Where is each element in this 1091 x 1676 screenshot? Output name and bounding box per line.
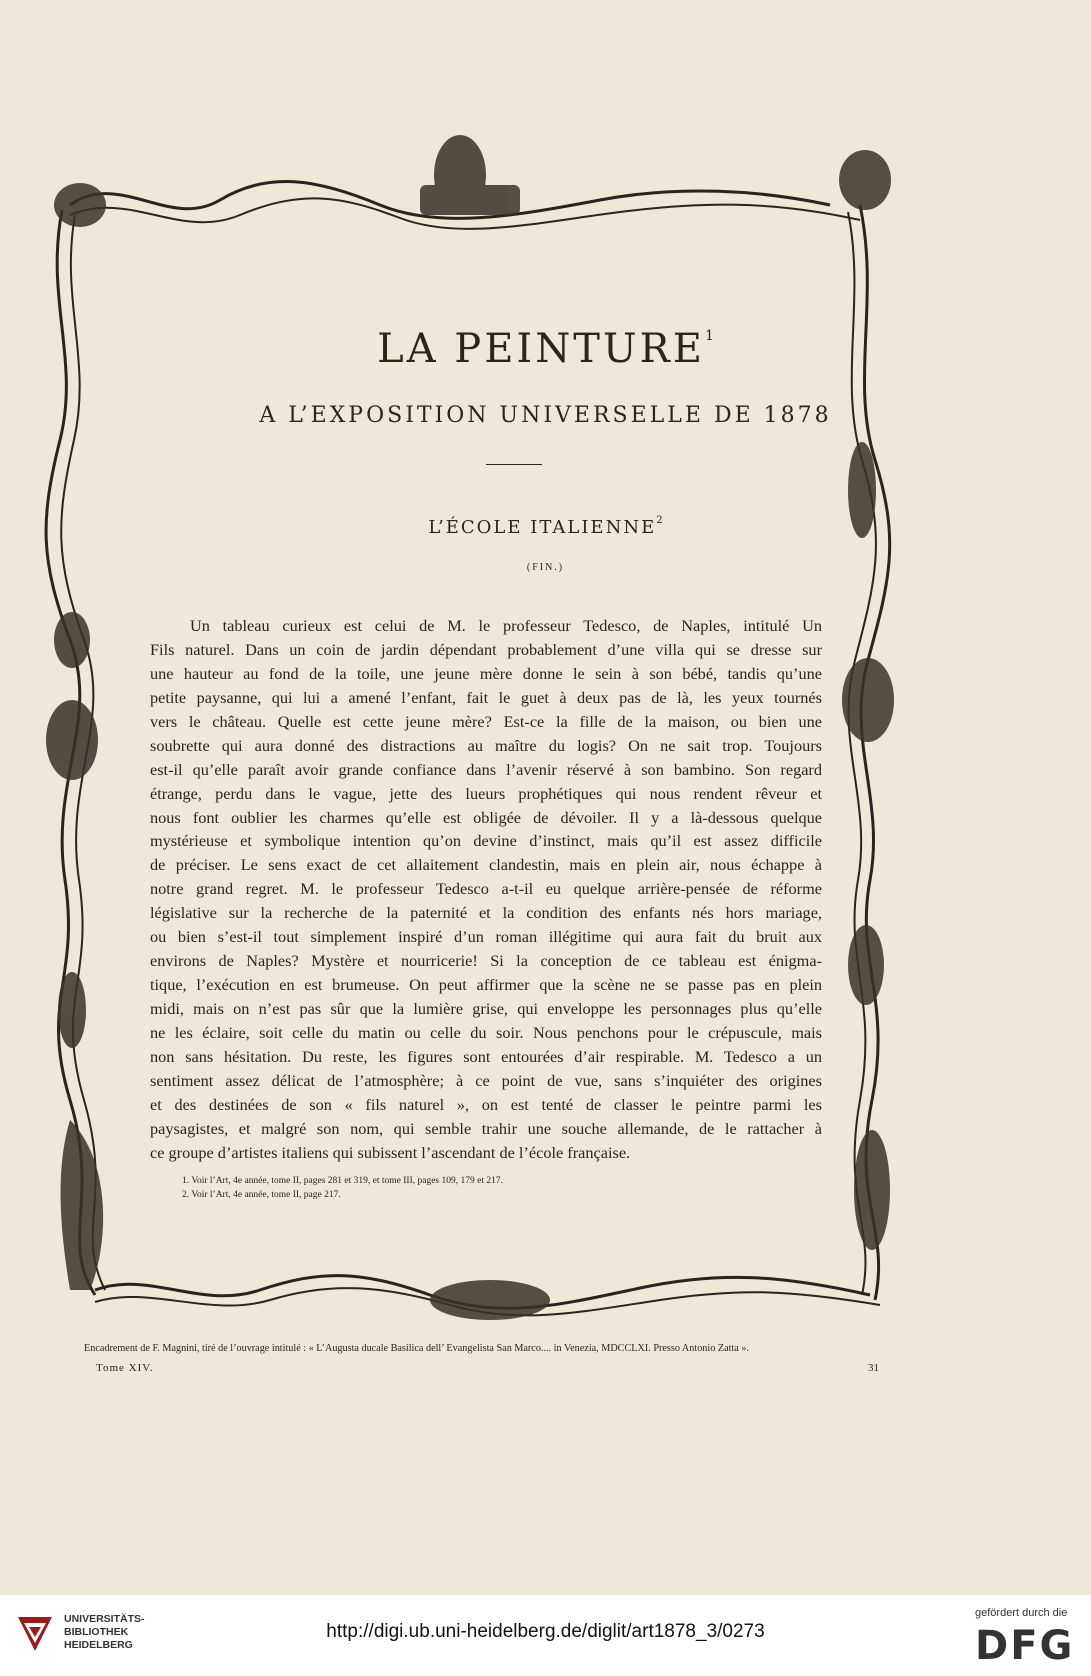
body-line: une hauteur au fond de la toile, une jeune mère donne le sein à son bébé, tandis qu’une — [150, 663, 822, 683]
body-line: mystérieuse et symbolique intention qu’on devine d’instinct, mais qu’il est assez difficile — [150, 831, 822, 851]
section-heading: L’ÉCOLE ITALIENNE$^2$ — [428, 515, 663, 538]
body-line: vers le château. Quelle est cette jeune mère? Est-ce la fille de la maison, ou bien une — [150, 711, 822, 731]
section-fin-label: (FIN.) — [526, 562, 565, 573]
article-body — [150, 614, 822, 1165]
title-footnote-mark: 1 — [704, 328, 714, 344]
body-line: de préciser. Le sens exact de cet allaitement clandestin, mais en plein air, nous échappe à — [150, 855, 822, 875]
body-line: notre grand regret. M. le professeur Tedesco a-t-il eu quelque arrière-pensée de réforme — [150, 879, 822, 899]
body-line: midi, mais on n’est pas sûr que la lumière grise, qui enveloppe les personnages plus qu’elle — [150, 999, 822, 1018]
library-name[interactable]: UNIVERSITÄTS- BIBLIOTHEK HEIDELBERG — [64, 1613, 145, 1651]
footnote: 1. Voir l’Art, 4e année, tome II, pages 281 et 319, et tome III, pages 109, 179 et 217. — [182, 1176, 503, 1186]
footnote: 2. Voir l’Art, 4e année, tome II, page 217. — [182, 1190, 341, 1200]
page-subtitle: A L’EXPOSITION UNIVERSELLE DE 1878 — [259, 403, 832, 428]
body-line: ne les éclaire, soit celle du matin ou celle du soir. Nous penchons pour le crépuscule, mais — [150, 1022, 822, 1042]
body-line: non sans hésitation. Du reste, les figures sont entourées d’air respirable. M. Tedesco a un — [150, 1046, 822, 1066]
body-line: ou bien s’est-il tout simplement inspiré d’un roman illégitime qui aura fait du bruit aux — [150, 927, 822, 947]
body-line: Fils naturel. Dans un coin de jardin dépendant probablement d’une villa qui se dresse sur — [150, 639, 822, 659]
body-line: nous font oublier les charmes qu’elle est obligée de dévoiler. Il y a là-dessous quelque — [150, 807, 822, 827]
body-line: est-il qu’elle paraît avoir grande confiance dans l’avenir réservé à son bambino. Son regard — [150, 759, 822, 779]
page-title: LA PEINTURE$^1$ — [377, 326, 714, 372]
body-line: et des destinées de son « fils naturel », on est tenté de classer le peintre parmi les — [150, 1094, 822, 1114]
footnotes — [182, 1174, 782, 1202]
section-footnote-mark: 2 — [656, 515, 663, 526]
body-line: environs de Naples? Mystère et nourricerie! Si la conception de ce tableau est énigma- — [150, 951, 822, 971]
body-line: petite paysanne, qui lui a amené l’enfant, fait le guet à deux pas de là, les yeux tournés — [150, 687, 822, 707]
permalink-url[interactable]: http://digi.ub.uni-heidelberg.de/diglit/art1878_3/0273 — [326, 1621, 765, 1642]
body-line: soubrette qui aura donné des distractions au maître du logis? On ne sait trop. Toujours — [150, 735, 822, 755]
volume-label: Tome XIV. — [96, 1362, 154, 1374]
body-line: Un tableau curieux est celui de M. le professeur Tedesco, de Naples, intitulé Un — [190, 616, 822, 635]
frame-credit: Encadrement de F. Magnini, tiré de l’ouvrage intitulé : « L’Augusta ducale Basilica dell’ Evangelista San Marco.... in Venezia, MDCCLXI. Presso Antonio Zatta ». — [84, 1343, 749, 1354]
viewer-footer — [0, 1595, 1091, 1676]
page-number: 31 — [868, 1362, 879, 1374]
dfg-logo[interactable]: DFG — [975, 1623, 1075, 1669]
body-line: législative sur la recherche de la paternité et la condition des enfants nés hors mariage, — [150, 903, 822, 923]
body-line: paysagistes, et malgré son nom, qui semble trahir une souche allemande, de le rattacher à — [150, 1118, 822, 1138]
body-line: étrange, perdu dans le vague, jette des lueurs prophétiques qui nous rendent rêveur et — [150, 783, 822, 803]
title-divider — [486, 464, 542, 465]
body-line: tique, l’exécution en est brumeuse. On peut affirmer que la scène ne se passe pas en plein — [150, 975, 822, 995]
body-line: ce groupe d’artistes italiens qui subissent l’ascendant de l’école française. — [150, 1142, 631, 1162]
sponsor-label: gefördert durch die — [975, 1607, 1068, 1619]
body-line: sentiment assez délicat de l’atmosphère; à ce point de vue, sans s’inquiéter des origines — [150, 1070, 822, 1090]
